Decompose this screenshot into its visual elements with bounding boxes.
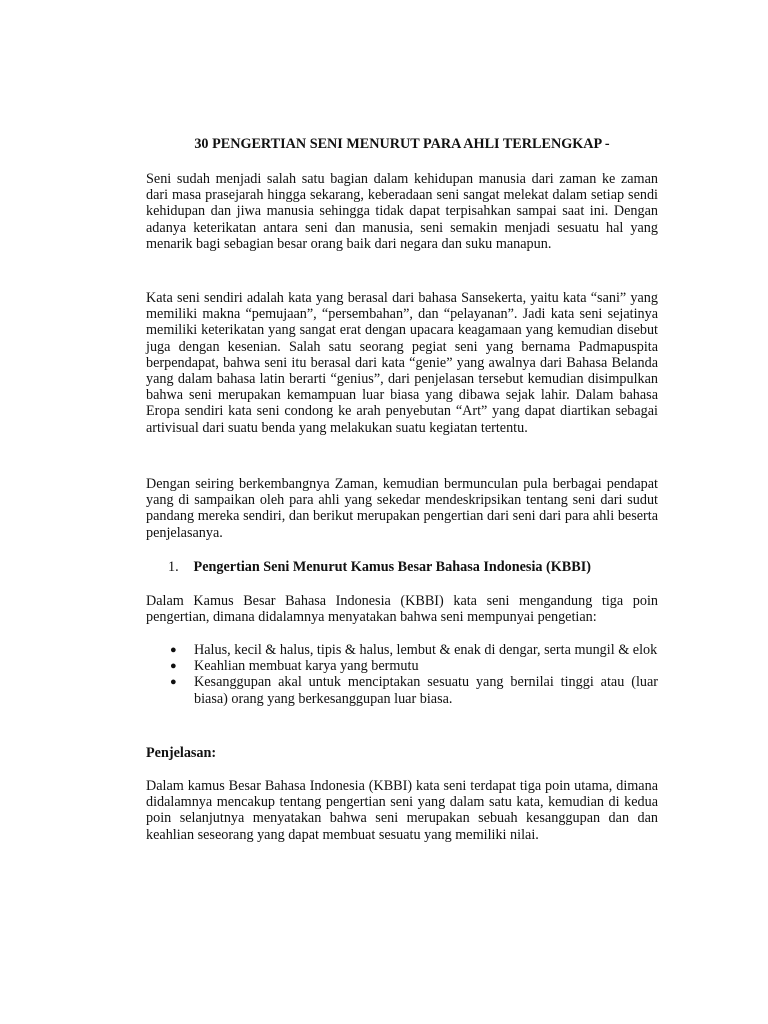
subheading-penjelasan: Penjelasan: <box>146 745 217 761</box>
list-item <box>146 642 658 658</box>
paragraph-etymology: Kata seni sendiri adalah kata yang berasal dari bahasa Sansekerta, yaitu kata “sani” yang memiliki makna “pemujaan”, “persembahan”, dan “pelayanan”. Jadi kata seni sejatinya memiliki keterikatan yang sangat erat dengan upacara keagamaan yang kemudian disebut juga dengan kesenian. Salah satu seorang pegiat seni yang bernama Padmapuspita berpendapat, bahwa seni itu berasal dari kata “genie” yang awalnya dari Bahasa Belanda yang dalam bahasa latin berarti “genius”, dari penjelasan tersebut kemudian disimpulkan bahwa seni merupakan kemampuan luar biasa yang dibawa sejak lahir. Dalam bahasa Eropa sendiri kata seni condong ke arah penyebutan “Art” yang dapat diartikan sebagai artivisual dari suatu benda yang melakukan suatu kegiatan tertentu. <box>146 290 658 436</box>
paragraph-kbbi-intro: Dalam Kamus Besar Bahasa Indonesia (KBBI) kata seni mengandung tiga poin pengertian, dimana didalamnya menyatakan bahwa seni mempunyai pengetian: <box>146 593 658 626</box>
list-item <box>146 674 658 706</box>
list-item-text: Kesanggupan akal untuk menciptakan sesuatu yang bernilai tinggi atau (luar biasa) orang yang berkesanggupan luar biasa. <box>194 674 658 707</box>
list-item-text: Keahlian membuat karya yang bermutu <box>194 658 419 675</box>
section-heading-kbbi <box>168 558 648 576</box>
list-item-text: Halus, kecil & halus, tipis & halus, lembut & enak di dengar, serta mungil & elok <box>194 642 658 658</box>
paragraph-intro: Seni sudah menjadi salah satu bagian dalam kehidupan manusia dari zaman ke zaman dari masa prasejarah hingga sekarang, keberadaan seni sangat melekat dalam setiap sendi kehidupan dan jiwa manusia sehingga tidak dapat terpisahkan sampai saat ini. Dengan adanya keterikatan antara seni dan manusia, seni semakin menjadi sesuatu hal yang menarik bagi sebagian besar orang baik dari negara dan suku manapun. <box>146 171 658 252</box>
bullet-icon: ● <box>170 660 177 673</box>
bullet-icon: ● <box>170 644 177 656</box>
page-title: 30 PENGERTIAN SENI MENURUT PARA AHLI TERLENGKAP - <box>194 136 610 152</box>
definition-list <box>146 642 658 707</box>
bullet-icon: ● <box>170 676 177 689</box>
list-item <box>146 658 658 674</box>
paragraph-explanation: Dalam kamus Besar Bahasa Indonesia (KBBI) kata seni terdapat tiga poin utama, dimana didalamnya mencakup tentang pengertian seni yang dalam satu kata, kemudian di kedua poin selanjutnya menyatakan bahwa seni merupakan sebuah kesanggupan dan dan keahlian seseorang yang dapat membuat sesuatu yang memiliki nilai. <box>146 778 658 843</box>
section-number: 1. <box>168 559 179 575</box>
section-heading-text: Pengertian Seni Menurut Kamus Besar Bahasa Indonesia (KBBI) <box>193 559 591 575</box>
paragraph-experts: Dengan seiring berkembangnya Zaman, kemudian bermunculan pula berbagai pendapat yang di sampaikan oleh para ahli yang sekedar mendeskripsikan tentang seni dari sudut pandang mereka sendiri, dan berikut merupakan pengertian dari seni dari para ahli beserta penjelasanya. <box>146 476 658 541</box>
